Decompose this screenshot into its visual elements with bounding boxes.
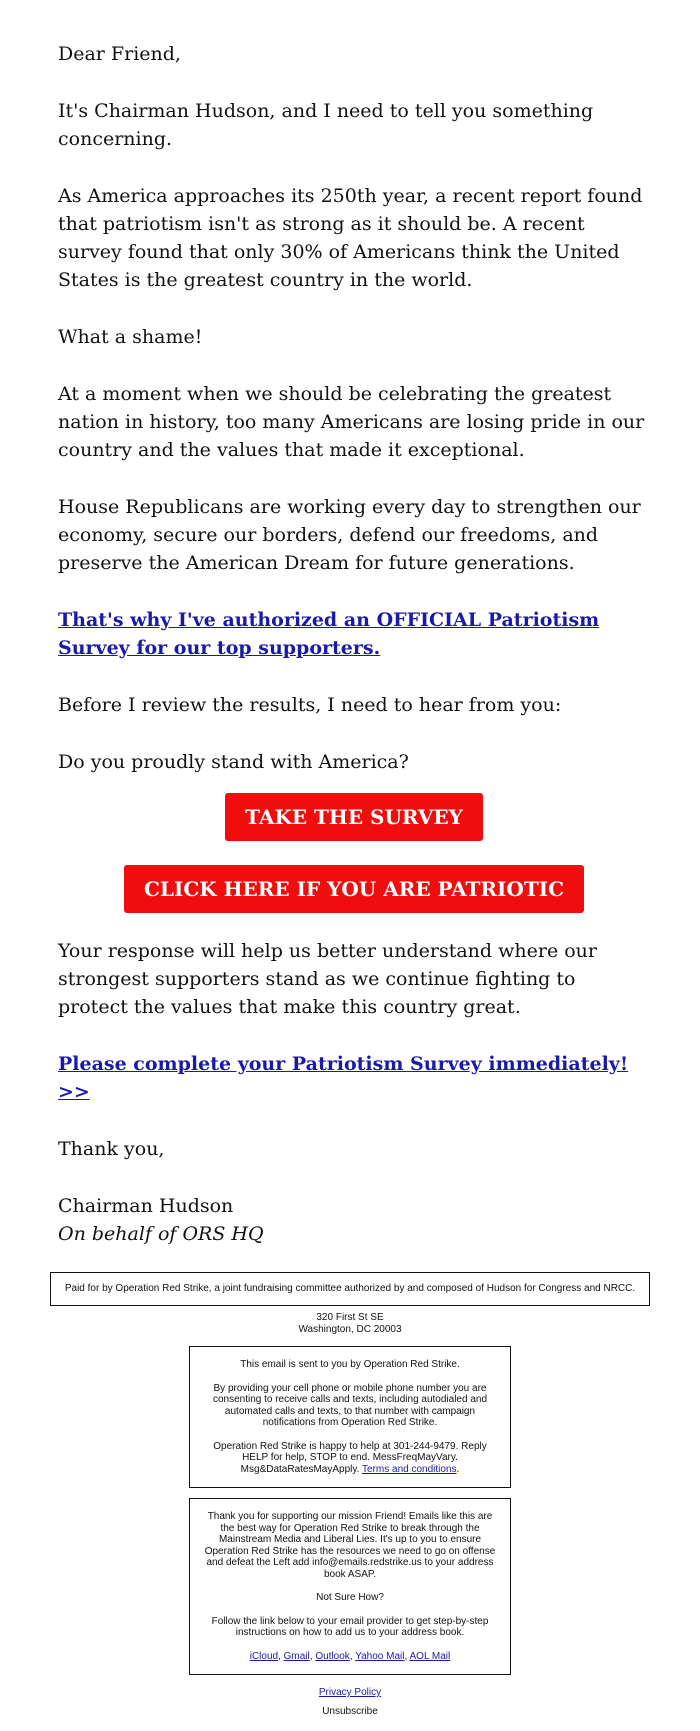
complete-survey-link-paragraph [58, 1050, 650, 1106]
icloud-link[interactable]: iCloud [249, 1650, 279, 1662]
terms-link[interactable]: Terms and conditions [362, 1463, 457, 1475]
paid-for-disclaimer: Paid for by Operation Red Strike, a joint fundraising committee authorized by and composed of Hudson for Congress and NRCC. [64, 1283, 636, 1294]
email-footer [0, 1272, 700, 1717]
paid-for-box [50, 1272, 650, 1306]
help-text-end: . [456, 1463, 460, 1475]
republicans-paragraph: House Republicans are working every day to strengthen our economy, secure our borders, defend our freedoms, and preserve the American Dream for future generations. [58, 496, 641, 574]
complete-survey-link[interactable]: Please complete your Patriotism Survey immediately! >> [58, 1053, 629, 1103]
privacy-policy-link[interactable]: Privacy Policy [318, 1687, 382, 1698]
survey-button-row [58, 793, 650, 865]
thanks: Thank you, [58, 1138, 165, 1160]
address-book-box [189, 1498, 511, 1675]
patriotic-button[interactable]: CLICK HERE IF YOU ARE PATRIOTIC [124, 865, 584, 913]
take-survey-button[interactable]: TAKE THE SURVEY [225, 793, 483, 841]
gmail-link[interactable]: Gmail [283, 1650, 310, 1662]
consent-box [189, 1346, 511, 1488]
follow-link-text: Follow the link below to your email provider to get step-by-step instructions on how to add us to your address book. [211, 1615, 489, 1638]
address-line-2: Washington, DC 20003 [298, 1324, 402, 1335]
signature-name: Chairman Hudson [58, 1195, 234, 1217]
greeting: Dear Friend, [58, 43, 181, 65]
unsubscribe-link[interactable]: Unsubscribe [322, 1706, 378, 1717]
official-survey-link-paragraph [58, 606, 650, 662]
not-sure-how: Not Sure How? [316, 1592, 384, 1603]
address-line-1: 320 First St SE [316, 1312, 384, 1323]
sent-by-text: This email is sent to you by Operation Red Strike. [240, 1359, 460, 1370]
sms-consent-text: By providing your cell phone or mobile phone number you are consenting to receive calls and texts, including autodialed and automated calls and texts, to that number with campaign notifications from Operation Red Strike. [212, 1382, 488, 1428]
mailing-address [0, 1312, 700, 1336]
help-text-body: Operation Red Strike is happy to help at 301-244-9479. Reply HELP for help, STOP to end. MessFreqMayVary. Msg&DataRatesMayApply. [213, 1440, 487, 1475]
stand-question: Do you proudly stand with America? [58, 751, 409, 773]
patriotic-button-row [58, 865, 650, 937]
yahoo-mail-link[interactable]: Yahoo Mail [355, 1650, 405, 1662]
help-text [204, 1441, 496, 1476]
provider-links: iCloud, Gmail, Outlook, Yahoo Mail, AOL Mail [249, 1650, 451, 1662]
shame-paragraph: What a shame! [58, 326, 203, 348]
outlook-link[interactable]: Outlook [315, 1650, 350, 1662]
intro-paragraph: It's Chairman Hudson, and I need to tell you something concerning. [58, 100, 594, 150]
privacy-row [0, 1687, 700, 1698]
email-body [58, 40, 650, 1248]
address-book-text: Thank you for supporting our mission Friend! Emails like this are the best way for Operation Red Strike to break through the Mainstream Media and Liberal Lies. It's up to you to ensure Operation Red Strike has the resources we need to go on offense and defeat the Left add info@emails.redstrike.us to your address book ASAP. [204, 1511, 496, 1580]
signature-title: On behalf of ORS HQ [58, 1223, 264, 1245]
response-paragraph: Your response will help us better understand where our strongest supporters stand as we continue fighting to protect the values that make this country great. [58, 940, 597, 1018]
survey-paragraph: As America approaches its 250th year, a recent report found that patriotism isn't as strong as it should be. A recent survey found that only 30% of Americans think the United States is the greatest country in the world. [58, 185, 643, 291]
pride-paragraph: At a moment when we should be celebrating the greatest nation in history, too many Americans are losing pride in our country and the values that made it exceptional. [58, 383, 645, 461]
review-paragraph: Before I review the results, I need to hear from you: [58, 694, 562, 716]
official-survey-link[interactable]: That's why I've authorized an OFFICIAL Patriotism Survey for our top supporters. [58, 609, 600, 659]
aol-mail-link[interactable]: AOL Mail [409, 1650, 451, 1662]
